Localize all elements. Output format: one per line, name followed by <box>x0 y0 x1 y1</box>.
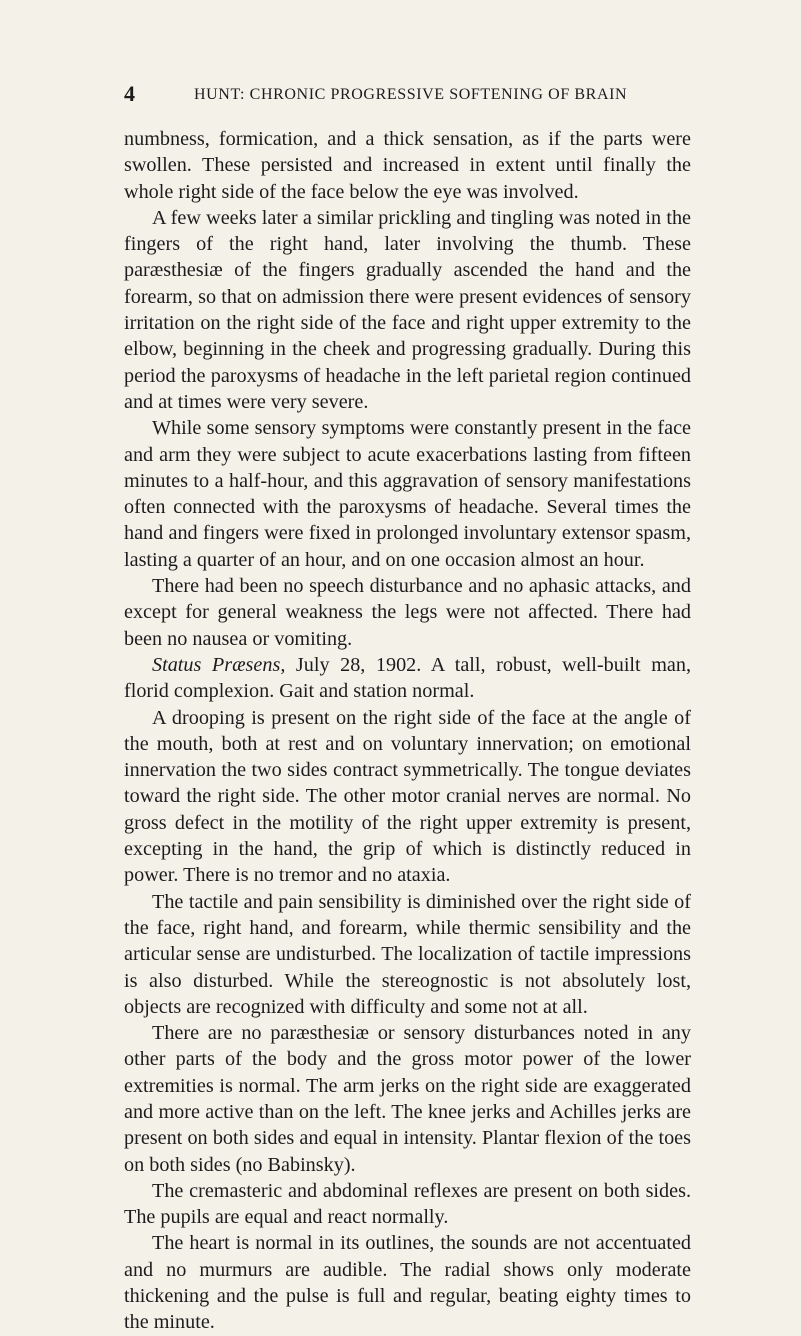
paragraph-text: The heart is normal in its outlines, the sounds are not accentuated and no murmurs are audible. The radial shows only moderate thickening and the pulse is full and regular, beating eighty times to the minute. <box>124 1232 691 1334</box>
page-header <box>124 81 684 107</box>
paragraph-text: The tactile and pain sensibility is diminished over the right side of the face, right hand, and forearm, while thermic sensibility and the articular sense are undisturbed. The localization of tactile impressions is also disturbed. While the stereognostic is not absolutely lost, objects are recognized with difficulty and some not at all. <box>124 890 691 1018</box>
status-praesens-italic: Status Præsens, <box>152 653 286 676</box>
paragraph <box>124 415 691 573</box>
paragraph-text: There are no paræsthesiæ or sensory disturbances noted in any other parts of the body and the gross motor power of the lower extremities is normal. The arm jerks on the right side are exaggerated and more active than on the left. The knee jerks and Achilles jerks are present on both sides and equal in intensity. Plantar flexion of the toes on both sides (no Babinsky). <box>124 1022 691 1176</box>
page-number: 4 <box>124 81 135 106</box>
paragraph <box>124 652 691 705</box>
paragraph-text: numbness, formication, and a thick sensation, as if the parts were swollen. These persisted and increased in extent until finally the whole right side of the face below the eye was involved. <box>124 128 691 203</box>
paragraph <box>124 205 691 415</box>
paragraph <box>124 1178 691 1231</box>
paragraph-text: While some sensory symptoms were constantly present in the face and arm they were subject to acute exacerbations lasting from fifteen minutes to a half-hour, and this aggravation of sensory manifestations often connected with the paroxysms of headache. Several times the hand and fingers were fixed in prolonged involuntary extensor spasm, lasting a quarter of an hour, and on one occasion almost an hour. <box>124 417 691 571</box>
paragraph <box>124 1020 691 1178</box>
body-text <box>124 126 691 1336</box>
paragraph-text: A few weeks later a similar prickling and tingling was noted in the fingers of the right hand, later involving the thumb. These paræsthesiæ of the fingers gradually ascended the hand and the forearm, so that on admission there were present evidences of sensory irritation on the right side of the face and right upper extremity to the elbow, beginning in the cheek and progressing gradually. During this period the paroxysms of headache in the left parietal region continued and at times were very severe. <box>124 206 691 413</box>
running-head: HUNT: CHRONIC PROGRESSIVE SOFTENING OF BRAIN <box>194 86 628 103</box>
paragraph <box>124 573 691 652</box>
paragraph-text: The cremasteric and abdominal reflexes are present on both sides. The pupils are equal and react normally. <box>124 1179 691 1229</box>
paragraph <box>124 126 691 205</box>
paragraph <box>124 1230 691 1335</box>
paragraph-text: A drooping is present on the right side of the face at the angle of the mouth, both at rest and on voluntary innervation; on emotional innervation the two sides contract symmetrically. The tongue deviates toward the right side. The other motor cranial nerves are normal. No gross defect in the motility of the right upper extremity is present, excepting in the hand, the grip of which is distinctly reduced in power. There is no tremor and no ataxia. <box>124 706 691 887</box>
paragraph <box>124 889 691 1020</box>
paragraph <box>124 705 691 889</box>
paragraph-text: July 28, 1902. A tall, robust, well-built man, florid complexion. Gait and station normal. <box>124 653 691 703</box>
paragraph-text: There had been no speech disturbance and no aphasic attacks, and except for general weakness the legs were not affected. There had been no nausea or vomiting. <box>124 575 691 650</box>
